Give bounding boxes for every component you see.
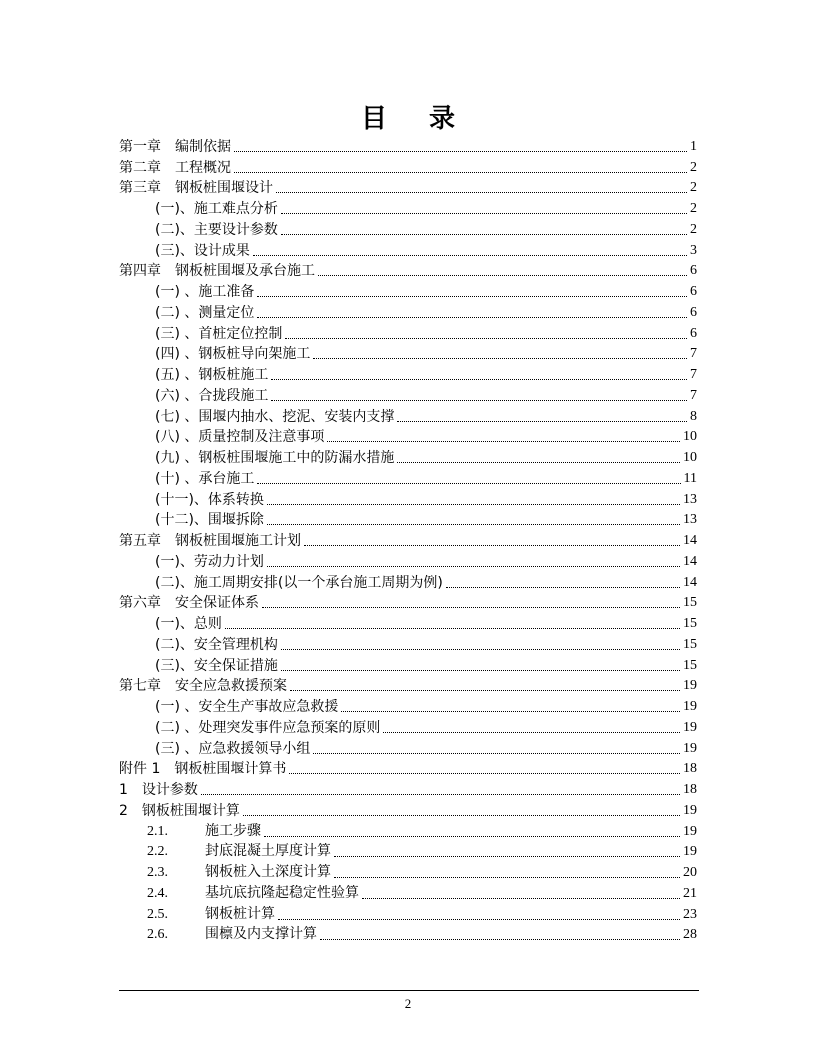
toc-entry-page: 10 [683, 429, 697, 445]
toc-entry[interactable] [119, 841, 697, 862]
toc-entry-text: (十) 、承台施工 [155, 470, 255, 487]
toc-entry-title [155, 283, 254, 301]
toc-entry-title [119, 138, 231, 156]
toc-entry-title [119, 159, 231, 177]
toc-entry-text: (一)、劳动力计划 [155, 553, 264, 570]
toc-entry-title [155, 200, 278, 218]
toc-entry-page: 11 [683, 470, 697, 486]
toc-entry-text: (七) 、围堰内抽水、挖泥、安装内支撑 [155, 408, 395, 425]
toc-entry-page: 19 [683, 844, 697, 860]
toc-entry[interactable] [119, 239, 697, 260]
toc-entry-number: 1 [119, 782, 128, 798]
toc-entry-page: 19 [683, 678, 697, 694]
toc-entry[interactable] [119, 384, 697, 405]
toc-entry-number: 2.5. [147, 906, 168, 922]
toc-entry-title [147, 884, 359, 903]
toc-entry-text: (三)、设计成果 [155, 242, 250, 259]
toc-entry-title [119, 802, 240, 820]
toc-entry-text: (一)、总则 [155, 616, 222, 632]
toc-entry-text: (一) 、施工准备 [155, 284, 255, 300]
toc-entry-title [155, 636, 278, 654]
dot-leader [290, 689, 680, 691]
toc-entry[interactable] [119, 363, 697, 384]
toc-entry-page: 13 [683, 512, 697, 528]
toc-entry-title [119, 760, 286, 778]
toc-entry-title [147, 905, 275, 924]
toc-entry-number: 第七章 [119, 678, 161, 695]
dot-leader [362, 897, 680, 899]
toc-entry-text: 安全应急救援预案 [175, 678, 287, 695]
title-char-2: 录 [429, 104, 456, 134]
toc-entry-title [119, 532, 301, 550]
toc-entry-page: 6 [690, 304, 697, 320]
toc-entry-title [155, 511, 264, 529]
toc-entry-page: 6 [690, 263, 697, 279]
dot-leader [243, 814, 680, 816]
toc-entry[interactable] [119, 135, 697, 156]
toc-entry[interactable] [119, 426, 697, 447]
dot-leader [262, 606, 680, 608]
toc-entry-page: 2 [690, 221, 697, 237]
toc-entry-text: 钢板桩围堰设计 [175, 180, 273, 197]
dot-leader [304, 544, 680, 546]
toc-entry-title [147, 863, 331, 882]
dot-leader [334, 876, 680, 878]
toc-entry-text: (二) 、处理突发事件应急预案的原则 [155, 719, 381, 736]
dot-leader [320, 938, 680, 940]
toc-entry[interactable] [119, 882, 697, 903]
toc-entry[interactable] [119, 924, 697, 945]
dot-leader [257, 295, 687, 297]
dot-leader [271, 399, 687, 401]
toc-entry-title [155, 470, 254, 488]
toc-entry-text: 钢板桩计算 [205, 905, 275, 922]
toc-entry-text: (八) 、质量控制及注意事项 [155, 429, 325, 446]
toc-entry-text: 工程概况 [175, 159, 231, 176]
dot-leader [281, 669, 680, 671]
toc-entry[interactable] [119, 820, 697, 841]
toc-entry-text: 施工步骤 [205, 822, 261, 839]
toc-entry-page: 13 [683, 491, 697, 507]
toc-entry-text: (三)、安全保证措施 [155, 657, 278, 674]
toc-entry[interactable] [119, 343, 697, 364]
toc-entry-text: (五) 、钢板桩施工 [155, 367, 269, 383]
dot-leader [313, 357, 687, 359]
toc-entry[interactable] [119, 758, 697, 779]
toc-entry-text: 钢板桩围堰计算 [141, 802, 240, 819]
dot-leader [313, 752, 680, 754]
toc-entry[interactable] [119, 675, 697, 696]
dot-leader [383, 731, 680, 733]
toc-entry-number: 2.2. [147, 844, 168, 860]
dot-leader [289, 772, 680, 774]
dot-leader [234, 150, 687, 152]
toc-entry-title [155, 408, 394, 426]
toc-entry-text: 基坑底抗隆起稳定性验算 [205, 884, 359, 901]
toc-entry-title [119, 179, 273, 197]
dot-leader [318, 274, 687, 276]
toc-entry-title [155, 387, 268, 405]
toc-entry[interactable] [119, 529, 697, 550]
dot-leader [267, 565, 680, 567]
toc-entry-page: 19 [683, 699, 697, 714]
toc-entry-text: 钢板桩入土深度计算 [205, 864, 331, 880]
toc-entry[interactable] [119, 260, 697, 281]
toc-entry-number: 2.1. [147, 823, 168, 839]
toc-entry-page: 6 [690, 284, 697, 299]
toc-entry-text: (一) 、安全生产事故应急救援 [155, 699, 339, 715]
footer-page-number: 2 [404, 996, 412, 1011]
toc-entry-page: 19 [683, 719, 697, 735]
toc-entry-text: (四) 、钢板桩导向架施工 [155, 346, 311, 363]
toc-entry-title [119, 781, 198, 799]
toc-entry-number: 第一章 [119, 138, 161, 155]
title-char-1: 目 [360, 104, 387, 134]
toc-entry-page: 23 [683, 906, 697, 922]
dot-leader [234, 171, 687, 173]
toc-entry-page: 28 [683, 927, 697, 943]
dot-leader [276, 191, 687, 193]
toc-entry[interactable] [119, 737, 697, 758]
dot-leader [267, 523, 680, 525]
toc-entry-page: 7 [690, 387, 697, 403]
toc-entry-page: 2 [690, 159, 697, 175]
toc-entry-page: 21 [683, 885, 697, 901]
toc-entry-text: (九) 、钢板桩围堰施工中的防漏水措施 [155, 450, 395, 466]
dot-leader [257, 316, 687, 318]
dot-leader [341, 710, 680, 712]
toc-entry[interactable] [119, 861, 697, 882]
toc-entry-page: 14 [683, 533, 697, 548]
toc-entry-text: (二)、安全管理机构 [155, 636, 278, 653]
toc-entry-number: 第二章 [119, 159, 161, 176]
toc-entry-page: 8 [690, 408, 697, 424]
toc-entry-text: 围檩及内支撑计算 [205, 926, 317, 943]
toc-entry-title [155, 698, 338, 716]
toc-entry-text: (十一)、体系转换 [155, 491, 264, 508]
toc-entry-page: 19 [683, 740, 697, 756]
toc-entry-number: 2.3. [147, 865, 168, 880]
toc-entry[interactable] [119, 322, 697, 343]
toc-entry-page: 14 [683, 553, 697, 569]
dot-leader [446, 586, 680, 588]
dot-leader [257, 482, 680, 484]
toc-entry-text: 安全保证体系 [175, 595, 259, 612]
toc-entry[interactable] [119, 799, 697, 820]
toc-entry-title [155, 449, 394, 467]
toc-entry[interactable] [119, 571, 697, 592]
toc-entry-page: 15 [683, 616, 697, 631]
toc-entry-text: 编制依据 [175, 138, 231, 155]
toc-entry-page: 19 [683, 823, 697, 839]
toc-entry[interactable] [119, 177, 697, 198]
toc-entry-title [155, 345, 310, 363]
toc-entry[interactable] [119, 301, 697, 322]
toc-entry-text: (二)、主要设计参数 [155, 221, 278, 238]
toc-entry[interactable] [119, 405, 697, 426]
toc-entry[interactable] [119, 156, 697, 177]
dot-leader [253, 254, 687, 256]
toc-entry[interactable] [119, 488, 697, 509]
toc-entry-number: 第四章 [119, 263, 161, 280]
toc-entry[interactable] [119, 446, 697, 467]
toc-entry[interactable] [119, 903, 697, 924]
dot-leader [225, 627, 680, 629]
dot-leader [201, 793, 680, 795]
toc-entry-page: 15 [683, 595, 697, 611]
toc-entry-page: 15 [683, 657, 697, 673]
toc-entry[interactable] [119, 280, 697, 301]
toc-entry-text: (三) 、应急救援领导小组 [155, 740, 311, 757]
toc-entry-page: 7 [690, 367, 697, 382]
toc-entry-title [155, 657, 278, 675]
toc-entry-title [155, 325, 282, 343]
toc-entry-page: 14 [683, 574, 697, 590]
toc-entry-text: (三) 、首桩定位控制 [155, 325, 283, 342]
toc-entry[interactable] [119, 612, 697, 633]
dot-leader [281, 648, 680, 650]
toc-entry-page: 15 [683, 636, 697, 652]
toc-entry[interactable] [119, 778, 697, 799]
toc-entry-text: 设计参数 [141, 782, 198, 798]
toc-entry-text: (一)、施工难点分析 [155, 201, 278, 217]
toc-entry-page: 2 [690, 201, 697, 216]
page-title [0, 98, 816, 135]
toc-entry-title [147, 842, 331, 861]
dot-leader [285, 337, 687, 339]
dot-leader [334, 855, 680, 857]
toc-entry-page: 1 [690, 138, 697, 154]
toc-entry[interactable] [119, 197, 697, 218]
toc-entry-text: 钢板桩围堰施工计划 [175, 533, 301, 549]
toc-entry-title [119, 262, 315, 280]
toc-entry-title [119, 677, 287, 695]
toc-entry-page: 10 [683, 450, 697, 465]
dot-leader [278, 918, 680, 920]
toc-entry-number: 第六章 [119, 595, 161, 612]
toc-entry-page: 6 [690, 325, 697, 341]
toc-entry-title [155, 719, 380, 737]
toc-entry[interactable] [119, 467, 697, 488]
toc-entry-page: 2 [690, 180, 697, 196]
toc-entry-title [155, 574, 443, 592]
toc-entry[interactable] [119, 716, 697, 737]
table-of-contents [119, 135, 697, 944]
toc-entry-page: 18 [683, 782, 697, 797]
toc-entry[interactable] [119, 550, 697, 571]
toc-entry-title [155, 366, 268, 384]
dot-leader [281, 212, 687, 214]
toc-entry-number: 2.6. [147, 927, 168, 943]
toc-entry-number: 第三章 [119, 180, 161, 197]
toc-entry-title [155, 221, 278, 239]
toc-entry-title [147, 822, 261, 841]
toc-entry-text: (六) 、合拢段施工 [155, 387, 269, 404]
toc-entry-title [119, 594, 259, 612]
toc-entry-title [155, 242, 250, 260]
toc-entry-title [155, 740, 310, 758]
toc-entry[interactable] [119, 695, 697, 716]
toc-entry[interactable] [119, 218, 697, 239]
dot-leader [327, 440, 680, 442]
toc-entry-text: (二) 、测量定位 [155, 304, 255, 321]
dot-leader [267, 503, 680, 505]
toc-entry-title [155, 491, 264, 509]
footer-divider [119, 990, 699, 991]
toc-entry-page: 20 [683, 865, 697, 880]
toc-entry-title [155, 615, 222, 633]
toc-entry-page: 19 [683, 802, 697, 818]
toc-entry-number: 2.4. [147, 885, 168, 901]
toc-entry-number: 附件 1 [119, 761, 161, 778]
dot-leader [271, 378, 687, 380]
toc-entry-text: (十二)、围堰拆除 [155, 512, 264, 529]
toc-entry[interactable] [119, 592, 697, 613]
toc-entry-title [147, 925, 317, 944]
toc-entry-text: 钢板桩围堰及承台施工 [175, 263, 315, 280]
toc-entry-title [155, 428, 324, 446]
dot-leader [397, 461, 680, 463]
toc-entry[interactable] [119, 633, 697, 654]
toc-entry-number: 2 [119, 802, 128, 819]
toc-entry-title [155, 553, 264, 571]
toc-entry-page: 18 [683, 761, 697, 777]
dot-leader [264, 835, 680, 837]
dot-leader [397, 420, 687, 422]
toc-entry-text: (二)、施工周期安排(以一个承台施工周期为例) [155, 574, 443, 591]
dot-leader [281, 233, 687, 235]
toc-entry[interactable] [119, 509, 697, 530]
toc-entry-number: 第五章 [119, 533, 161, 549]
toc-entry[interactable] [119, 654, 697, 675]
toc-entry-text: 钢板桩围堰计算书 [174, 761, 287, 778]
toc-entry-title [155, 304, 254, 322]
toc-entry-text: 封底混凝土厚度计算 [205, 843, 331, 860]
toc-entry-page: 3 [690, 242, 697, 258]
toc-entry-page: 7 [690, 346, 697, 362]
